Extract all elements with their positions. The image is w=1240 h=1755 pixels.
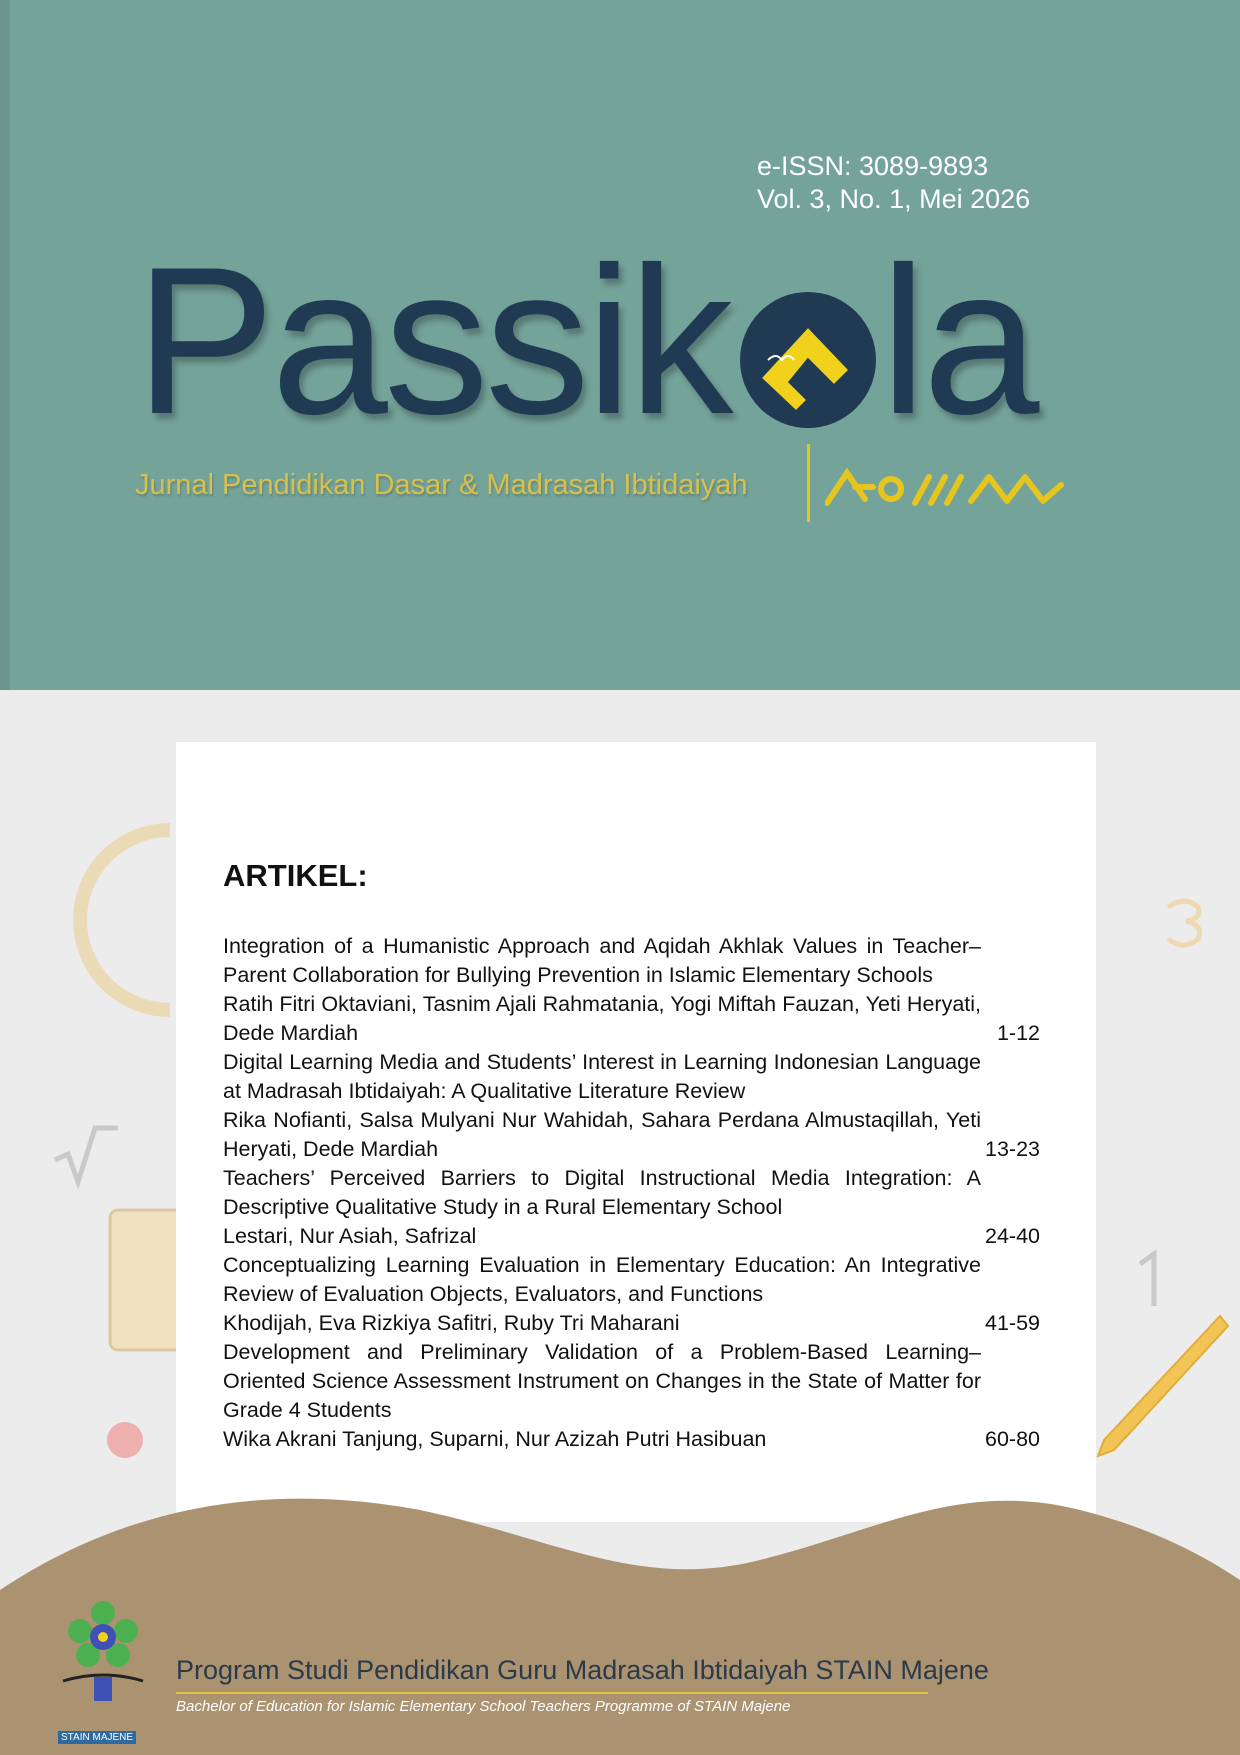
article-pages: 1-12: [996, 1021, 1040, 1045]
toc-entry[interactable]: [223, 1251, 1040, 1338]
article-authors: Wika Akrani Tanjung, Suparni, Nur Azizah Putri Hasibuan: [223, 1427, 767, 1451]
articles-heading: ARTIKEL:: [223, 858, 368, 893]
subtitle-divider: [807, 444, 810, 522]
article-authors: Ratih Fitri Oktaviani, Tasnim Ajali Rahmatania, Yogi Miftah Fauzan, Yeti Heryati, Dede Mardiah: [223, 992, 981, 1045]
toc-entry[interactable]: [223, 932, 1040, 1048]
footer-program-english: Bachelor of Education for Islamic Elementary School Teachers Programme of STAIN Majene: [176, 1698, 791, 1715]
decorative-arc-icon: [60, 820, 180, 1020]
issn-block: [757, 150, 1030, 216]
article-pages: 41-59: [985, 1311, 1040, 1335]
stain-logo-tag: STAIN MAJENE: [58, 1731, 136, 1744]
pencil-icon: [1090, 1310, 1230, 1460]
footer-divider: [176, 1692, 928, 1694]
toc-entry[interactable]: [223, 1338, 1040, 1454]
table-of-contents: [223, 932, 1040, 1454]
toc-entry[interactable]: [223, 1164, 1040, 1251]
article-title[interactable]: Conceptualizing Learning Evaluation in Elementary Education: An Integrative Review of Evaluation Objects, Evaluators, and Functions: [223, 1253, 981, 1306]
journal-logo-text-right: la: [880, 223, 1036, 458]
article-title[interactable]: Development and Preliminary Validation of a Problem-Based Learning–Oriented Science Assessment Instrument on Changes in the State of Matter for Grade 4 Students: [223, 1340, 981, 1422]
cover-spine-shade: [0, 0, 10, 690]
stain-majene-logo-icon: [58, 1595, 148, 1715]
square-root-icon: [50, 1120, 120, 1190]
article-title[interactable]: Teachers’ Perceived Barriers to Digital Instructional Media Integration: A Descriptive Qualitative Study in a Rural Elementary School: [223, 1166, 981, 1219]
number-one-icon: [1130, 1250, 1170, 1310]
journal-subtitle: Jurnal Pendidikan Dasar & Madrasah Ibtidaiyah: [135, 469, 748, 501]
article-pages: 24-40: [985, 1224, 1040, 1248]
number-three-icon: [1160, 895, 1210, 950]
lontara-script-icon: [825, 463, 1065, 511]
passikola-emblem-icon: [738, 290, 878, 430]
article-pages: 60-80: [985, 1427, 1040, 1451]
article-authors: Rika Nofianti, Salsa Mulyani Nur Wahidah, Sahara Perdana Almustaqillah, Yeti Heryati, Dede Mardiah: [223, 1108, 981, 1161]
article-title[interactable]: Integration of a Humanistic Approach and Aqidah Akhlak Values in Teacher–Parent Collaboration for Bullying Prevention in Islamic Elementary Schools: [223, 934, 981, 987]
article-pages: 13-23: [985, 1137, 1040, 1161]
journal-logo-text-left: Passik: [135, 223, 730, 458]
volume-text: Vol. 3, No. 1, Mei 2026: [757, 184, 1031, 214]
article-title[interactable]: Digital Learning Media and Students’ Interest in Learning Indonesian Language at Madrasah Ibtidaiyah: A Qualitative Literature Review: [223, 1050, 981, 1103]
footer-program-name: Program Studi Pendidikan Guru Madrasah Ibtidaiyah STAIN Majene: [176, 1655, 989, 1685]
toc-entry[interactable]: [223, 1048, 1040, 1164]
article-authors: Khodijah, Eva Rizkiya Safitri, Ruby Tri Maharani: [223, 1311, 680, 1335]
article-authors: Lestari, Nur Asiah, Safrizal: [223, 1224, 477, 1248]
eissn-text: e-ISSN: 3089-9893: [757, 151, 989, 181]
